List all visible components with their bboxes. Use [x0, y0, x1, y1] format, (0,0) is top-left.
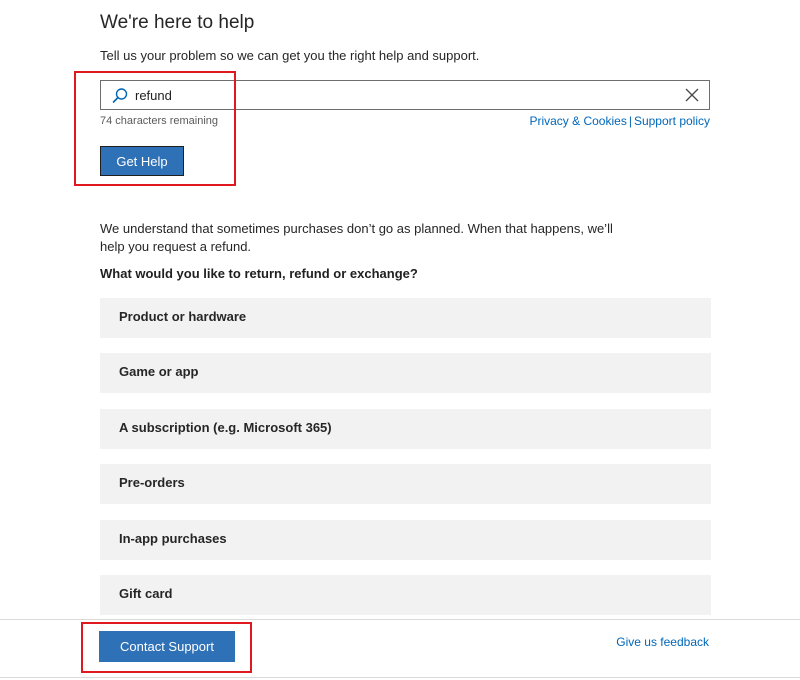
page-title: We're here to help — [100, 12, 255, 33]
search-icon — [111, 87, 129, 105]
bottom-divider — [0, 677, 800, 678]
option-game-or-app[interactable]: Game or app — [100, 353, 711, 393]
privacy-cookies-link[interactable]: Privacy & Cookies — [529, 114, 627, 128]
option-in-app-purchases[interactable]: In-app purchases — [100, 520, 711, 560]
footer-divider — [0, 619, 800, 620]
refund-question: What would you like to return, refund or exchange? — [100, 266, 418, 281]
option-pre-orders[interactable]: Pre-orders — [100, 464, 711, 504]
option-gift-card[interactable]: Gift card — [100, 575, 711, 615]
search-input[interactable] — [135, 81, 675, 109]
get-help-button[interactable]: Get Help — [100, 146, 184, 176]
search-box[interactable] — [100, 80, 710, 110]
characters-remaining: 74 characters remaining — [100, 115, 219, 127]
give-feedback-link[interactable]: Give us feedback — [616, 635, 709, 649]
policy-links — [529, 114, 710, 128]
link-separator: | — [628, 114, 632, 128]
refund-intro-text: We understand that sometimes purchases don’t go as planned. When that happens, we’ll help you request a refund. — [100, 221, 613, 254]
support-policy-link[interactable]: Support policy — [633, 114, 710, 128]
option-product-or-hardware[interactable]: Product or hardware — [100, 298, 711, 338]
option-subscription[interactable]: A subscription (e.g. Microsoft 365) — [100, 409, 711, 449]
page-subtitle: Tell us your problem so we can get you the right help and support. — [100, 48, 480, 63]
close-icon[interactable] — [685, 88, 699, 102]
contact-support-button[interactable]: Contact Support — [99, 631, 235, 662]
refund-options-list — [100, 298, 711, 630]
